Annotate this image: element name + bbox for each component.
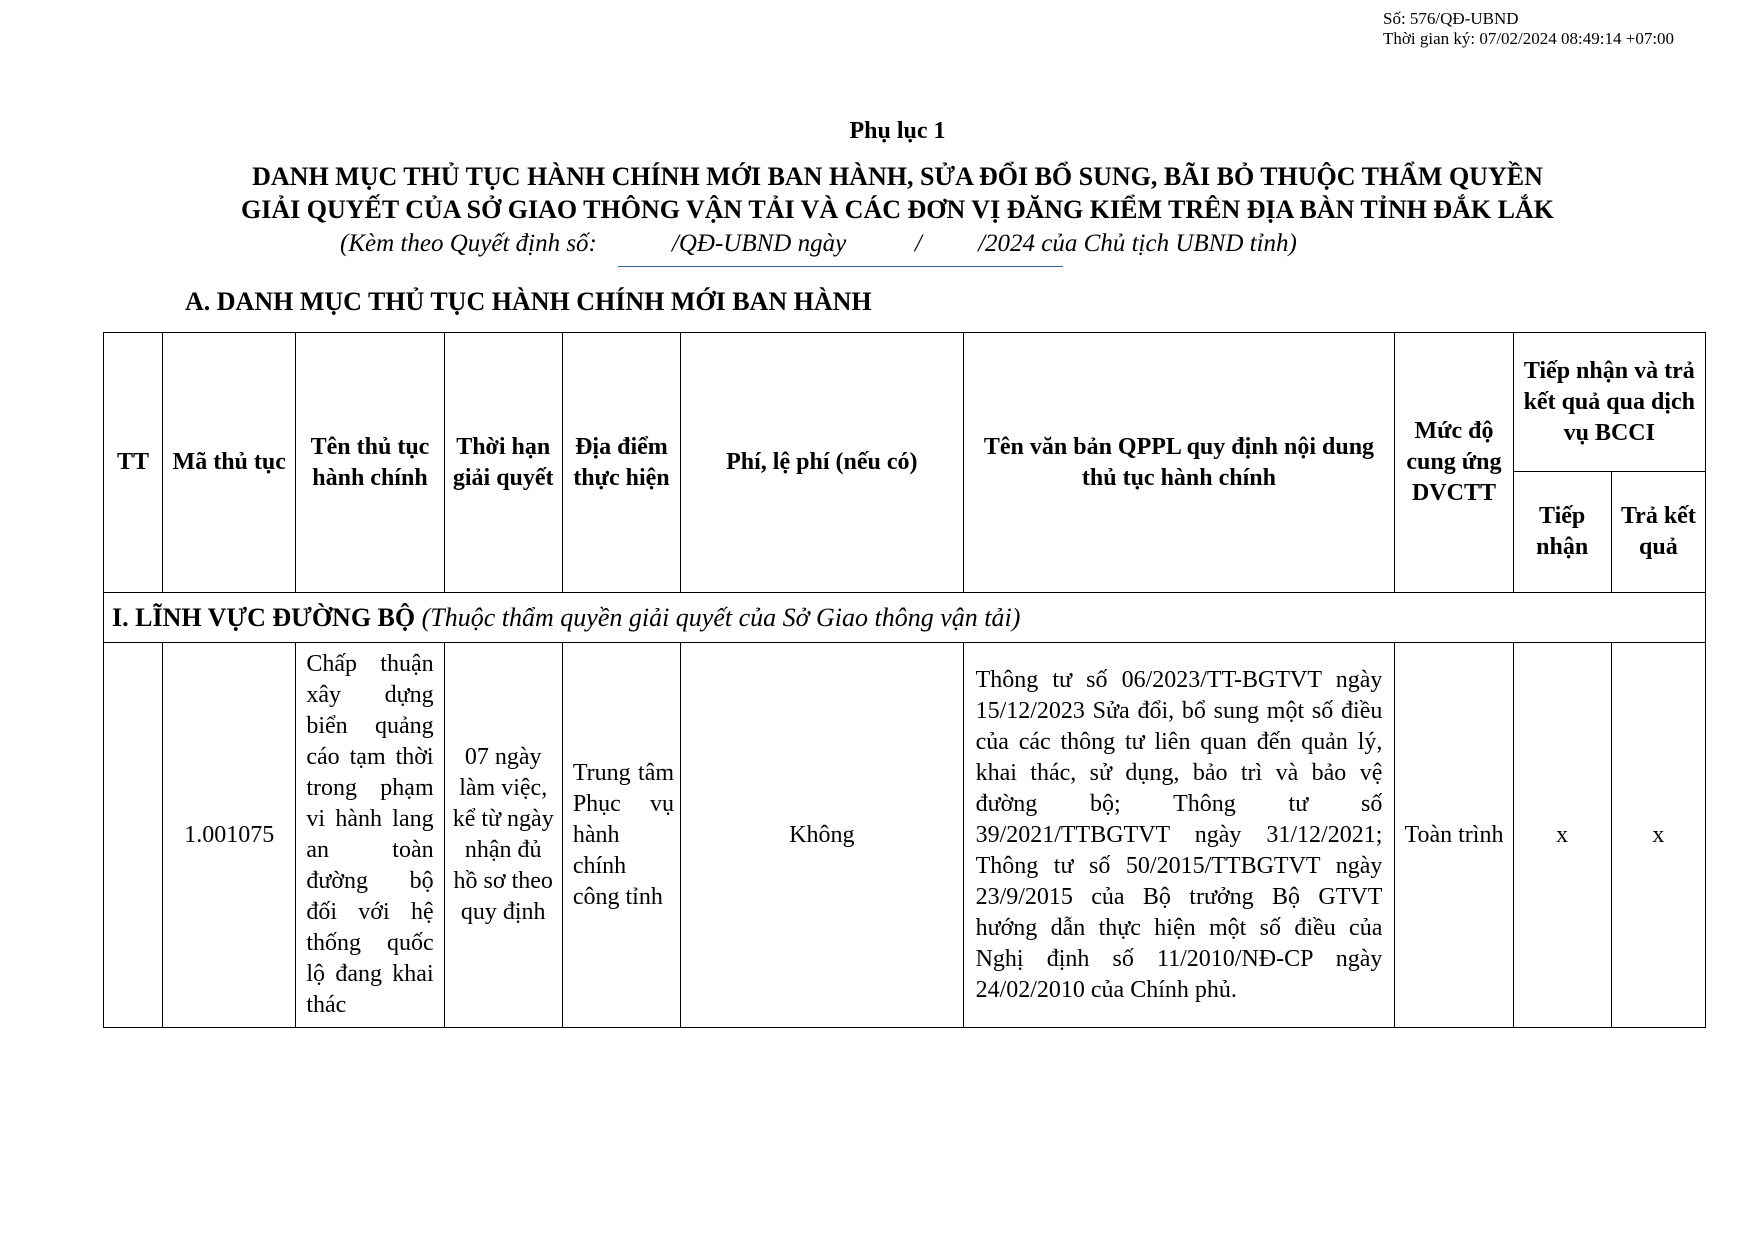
sign-time: Thời gian ký: 07/02/2024 08:49:14 +07:00 (1383, 29, 1675, 48)
title-line-2: GIẢI QUYẾT CỦA SỞ GIAO THÔNG VẬN TẢI VÀ CÁC ĐƠN VỊ ĐĂNG KIỂM TRÊN ĐỊA BÀN TỈNH ĐẮK LẮK (241, 195, 1554, 224)
procedure-table (103, 332, 1706, 1028)
header-duration: Thời hạn giải quyết (444, 333, 562, 593)
cell-tt (104, 643, 163, 1028)
subtitle-underline (618, 266, 1063, 267)
cell-fee: Không (681, 643, 964, 1028)
section-i-title: I. LĨNH VỰC ĐƯỜNG BỘ (112, 603, 416, 632)
table-row (104, 643, 1706, 1028)
header-bcci: Tiếp nhận và trả kết quả qua dịch vụ BCCI (1513, 333, 1705, 472)
cell-code: 1.001075 (163, 643, 296, 1028)
digital-signature-block (1383, 9, 1674, 49)
cell-return: x (1611, 643, 1705, 1028)
document-title (0, 160, 1755, 226)
section-i-note: (Thuộc thẩm quyền giải quyết của Sở Giao thông vận tải) (415, 603, 1021, 632)
header-fee: Phí, lệ phí (nếu có) (681, 333, 964, 593)
section-a-heading: A. DANH MỤC THỦ TỤC HÀNH CHÍNH MỚI BAN HÀNH (185, 287, 872, 316)
header-level: Mức độ cung ứng DVCTT (1395, 333, 1513, 593)
document-subtitle: (Kèm theo Quyết định số: /QĐ-UBND ngày / /2024 của Chủ tịch UBND tỉnh) (340, 230, 1297, 257)
section-i-row (104, 593, 1706, 643)
cell-duration: 07 ngày làm việc, kể từ ngày nhận đủ hồ sơ theo quy định (444, 643, 562, 1028)
header-tt: TT (104, 333, 163, 593)
cell-receive: x (1513, 643, 1611, 1028)
cell-legal: Thông tư số 06/2023/TT-BGTVT ngày 15/12/2023 Sửa đổi, bổ sung một số điều của các thông tư liên quan đến quản lý, khai thác, sử dụng, bảo trì và bảo vệ đường bộ; Thông tư số 39/2021/TTBGTVT ngày 31/12/2021; Thông tư số 50/2015/TTBGTVT ngày 23/9/2015 của Bộ trưởng Bộ GTVT hướng dẫn thực hiện một số điều của Nghị định số 11/2010/NĐ-CP ngày 24/02/2010 của Chính phủ. (963, 643, 1395, 1028)
title-line-1: DANH MỤC THỦ TỤC HÀNH CHÍNH MỚI BAN HÀNH, SỬA ĐỔI BỔ SUNG, BÃI BỎ THUỘC THẨM QUYỀN (252, 162, 1543, 191)
header-receive: Tiếp nhận (1513, 472, 1611, 593)
cell-level: Toàn trình (1395, 643, 1513, 1028)
appendix-label: Phụ lục 1 (849, 118, 946, 144)
header-return: Trả kết quả (1611, 472, 1705, 593)
header-code: Mã thủ tục (163, 333, 296, 593)
decision-number: Số: 576/QĐ-UBND (1383, 9, 1519, 28)
cell-name: Chấp thuận xây dựng biển quảng cáo tạm thời trong phạm vi hành lang an toàn đường bộ đối với hệ thống quốc lộ đang khai thác (296, 643, 444, 1028)
header-legal: Tên văn bản QPPL quy định nội dung thủ tục hành chính (963, 333, 1395, 593)
header-location: Địa điểm thực hiện (562, 333, 680, 593)
cell-location: Trung tâm Phục vụ hành chính công tỉnh (562, 643, 680, 1028)
header-name: Tên thủ tục hành chính (296, 333, 444, 593)
